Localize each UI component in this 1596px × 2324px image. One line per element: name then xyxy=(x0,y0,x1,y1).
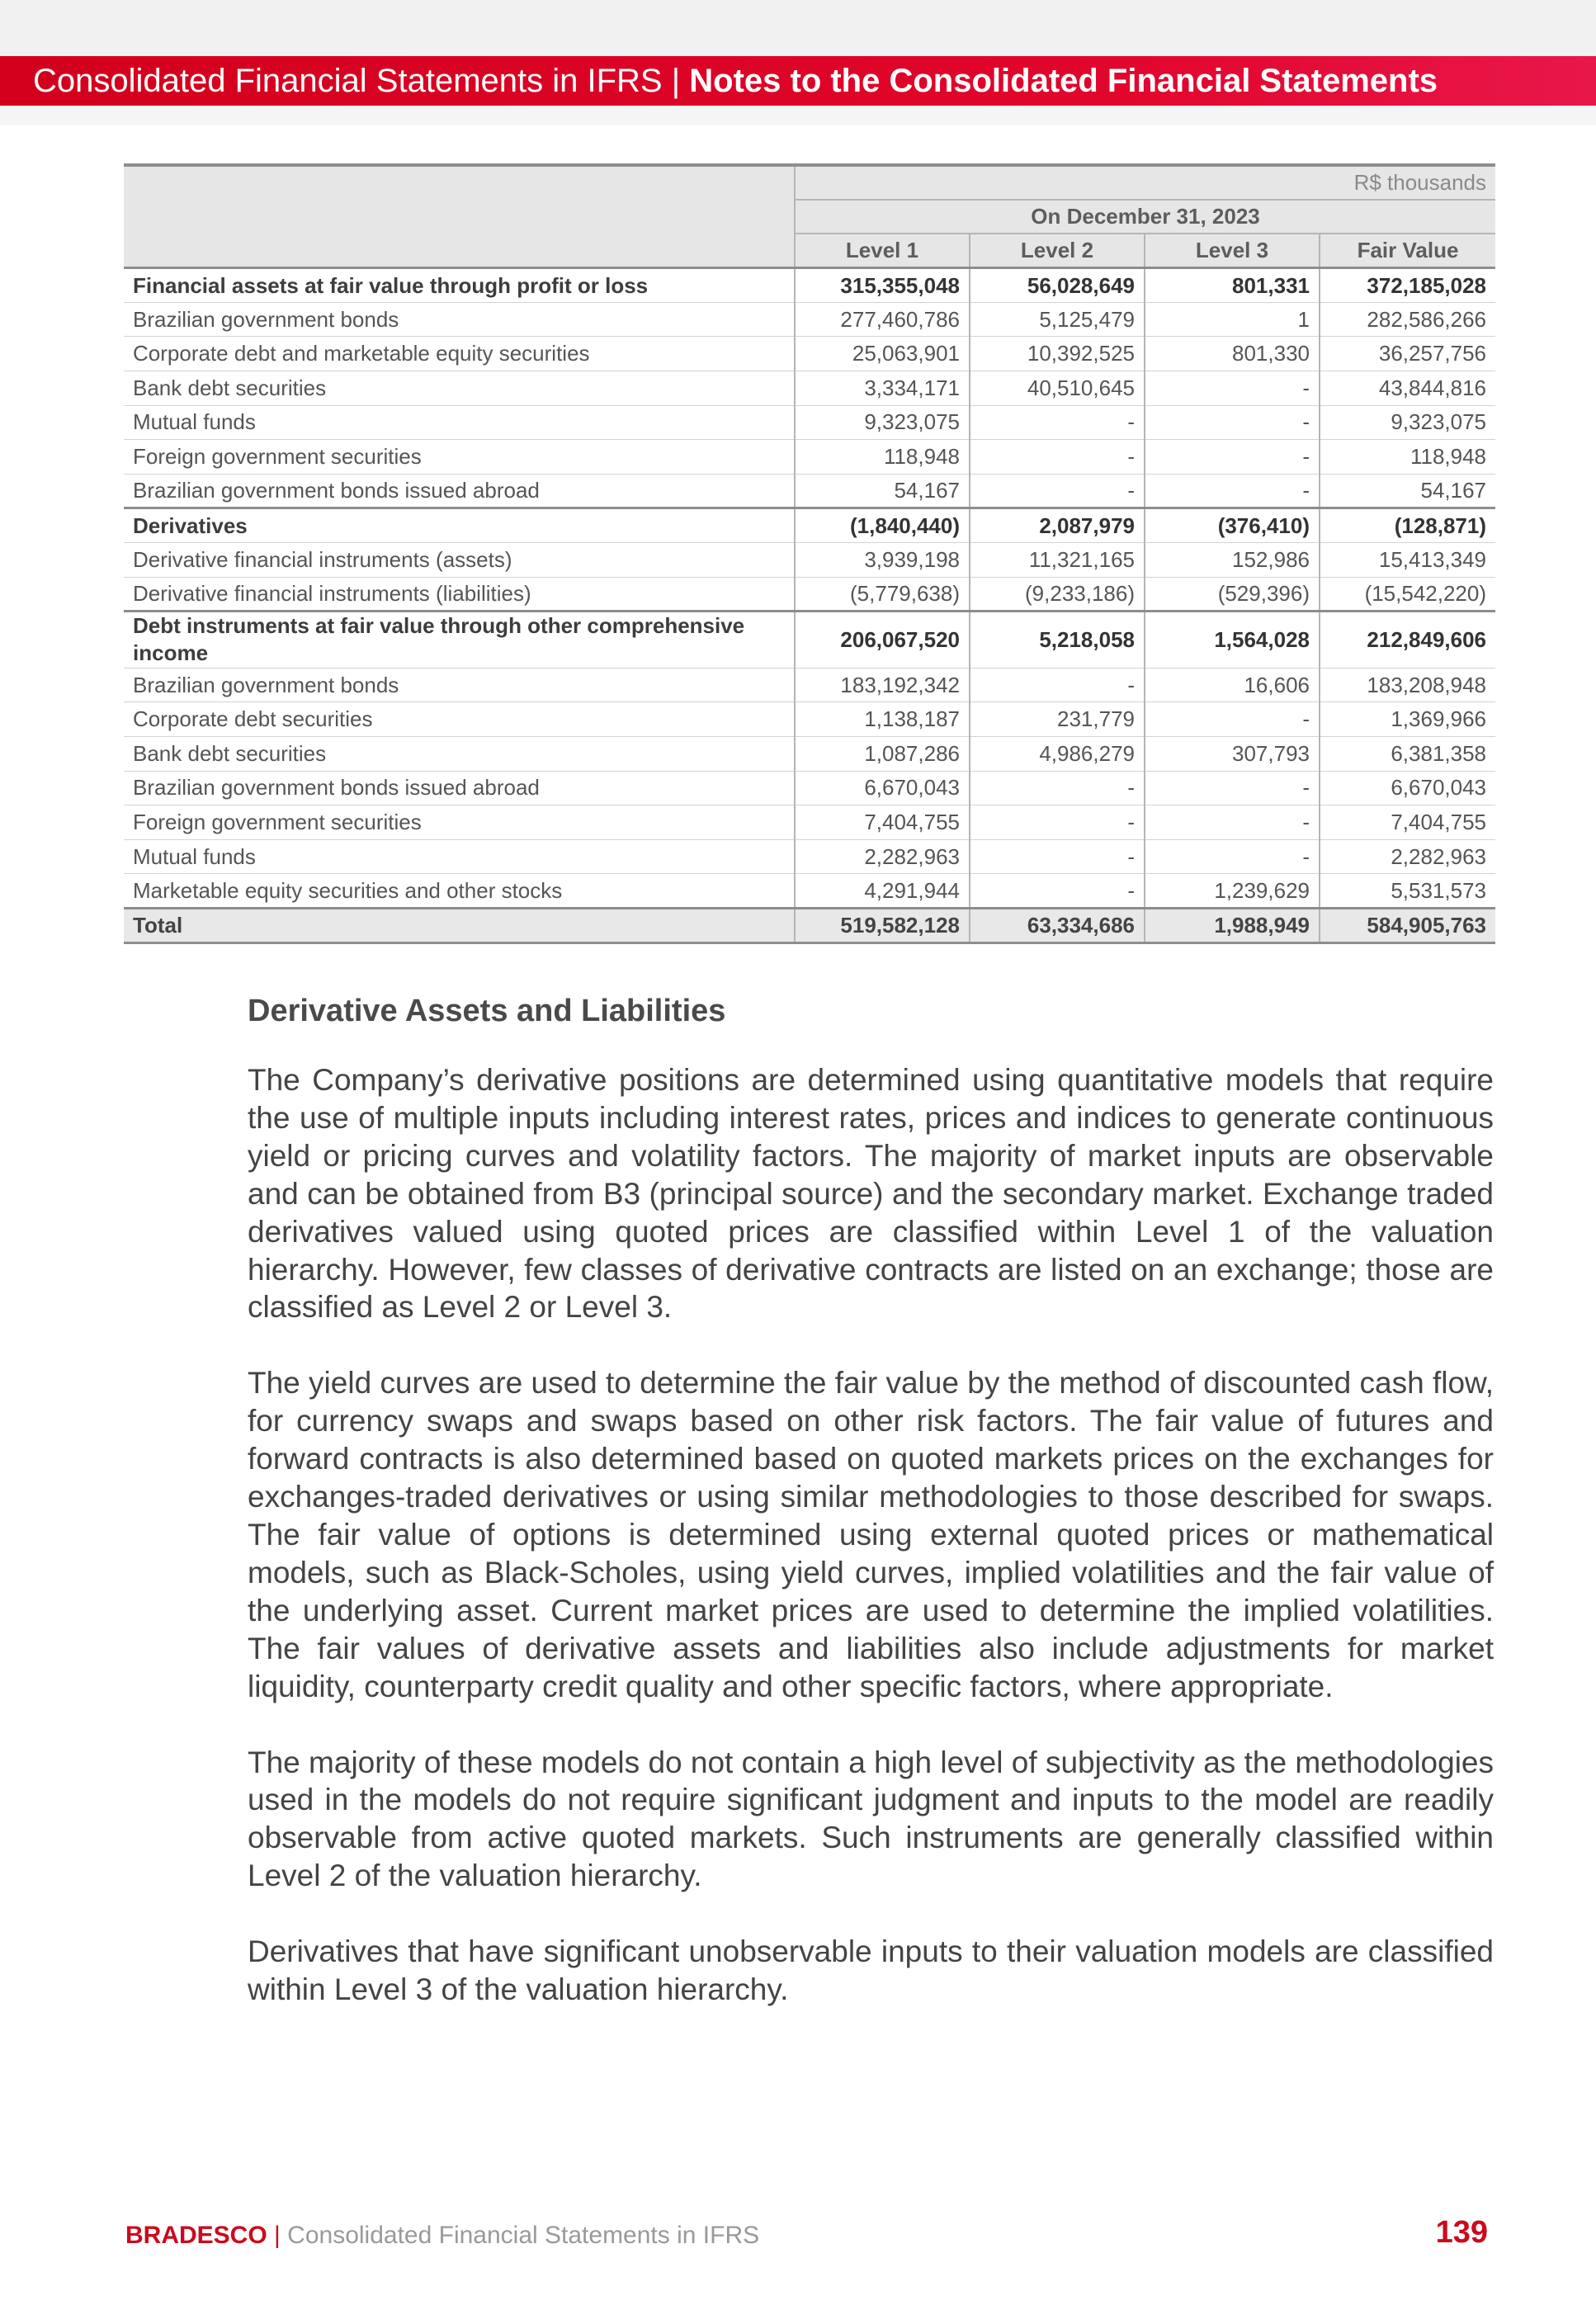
cell-value: (1,840,440) xyxy=(795,508,970,543)
cell-value: - xyxy=(970,440,1145,475)
header-row-unit xyxy=(124,165,1495,200)
row-label: Brazilian government bonds issued abroad xyxy=(124,474,795,508)
paragraph: The Company’s derivative positions are determined using quantitative models that require the use of multiple inputs including interest rates, prices and indices to generate continuous yield or pricing curves and volatility factors. The majority of market inputs are observable and can be obtained from B3 (principal source) and the secondary market. Exchange traded derivatives valued using quoted prices are classified within Level 1 of the valuation hierarchy. However, few classes of derivative contracts are listed on an exchange; those are classified as Level 2 or Level 3. xyxy=(248,1063,1494,1325)
cell-value: 16,606 xyxy=(1145,668,1320,702)
cell-value: (529,396) xyxy=(1145,577,1320,612)
paragraph: The yield curves are used to determine the fair value by the method of discounted cash flow, for currency swaps and swaps based on other risk factors. The fair value of futures and forward contracts is also determined based on quoted markets prices on the exchanges for exchanges-traded derivatives or using similar methodologies to those described for swaps. The fair value of options is determined using external quoted prices or mathematical models, such as Black-Scholes, using yield curves, implied volatilities and the fair value of the underlying asset. Current market prices are used to determine the implied volatilities. The fair values of derivative assets and liabilities also include adjustments for market liquidity, counterparty credit quality and other specific factors, where appropriate. xyxy=(248,1366,1494,1703)
cell-value: 9,323,075 xyxy=(1320,405,1495,440)
fair-value-table xyxy=(124,163,1495,944)
cell-value: 10,392,525 xyxy=(970,337,1145,371)
row-label: Derivatives xyxy=(124,508,795,543)
cell-value: 118,948 xyxy=(795,440,970,475)
cell-value: 5,125,479 xyxy=(970,302,1145,337)
page-header-banner xyxy=(0,56,1596,106)
footer-text: Consolidated Financial Statements in IFRS xyxy=(287,2222,760,2249)
table-row xyxy=(124,440,1495,475)
cell-value: 231,779 xyxy=(970,702,1145,737)
cell-value: (9,233,186) xyxy=(970,577,1145,612)
cell-value: 1,564,028 xyxy=(1145,612,1320,668)
cell-value: - xyxy=(970,771,1145,805)
cell-value: 1,239,629 xyxy=(1145,874,1320,909)
row-label: Brazilian government bonds xyxy=(124,302,795,337)
cell-value: - xyxy=(1145,371,1320,406)
cell-value: 15,413,349 xyxy=(1320,543,1495,578)
cell-value: 9,323,075 xyxy=(795,405,970,440)
row-label: Brazilian government bonds issued abroad xyxy=(124,771,795,805)
header-separator: | xyxy=(671,63,681,99)
cell-value: 4,291,944 xyxy=(795,874,970,909)
table-row xyxy=(124,543,1495,578)
cell-value: - xyxy=(1145,771,1320,805)
cell-value: - xyxy=(970,405,1145,440)
cell-value: 315,355,048 xyxy=(795,268,970,303)
table-row xyxy=(124,736,1495,771)
cell-value: 801,331 xyxy=(1145,268,1320,303)
table-row xyxy=(124,839,1495,874)
cell-value: 6,670,043 xyxy=(795,771,970,805)
footer-separator: | xyxy=(274,2222,281,2249)
table-row xyxy=(124,405,1495,440)
cell-value: (376,410) xyxy=(1145,508,1320,543)
header-shadow xyxy=(0,106,1596,125)
cell-value: 1,138,187 xyxy=(795,702,970,737)
table-row xyxy=(124,474,1495,508)
cell-value: 40,510,645 xyxy=(970,371,1145,406)
cell-value: 282,586,266 xyxy=(1320,302,1495,337)
cell-value: 277,460,786 xyxy=(795,302,970,337)
footer xyxy=(125,2222,759,2250)
cell-value: 3,939,198 xyxy=(795,543,970,578)
cell-value: (15,542,220) xyxy=(1320,577,1495,612)
row-label: Foreign government securities xyxy=(124,440,795,475)
table-row xyxy=(124,577,1495,612)
row-label: Debt instruments at fair value through other comprehensive income xyxy=(124,612,795,668)
cell-value: - xyxy=(970,839,1145,874)
paragraph: Derivatives that have significant unobservable inputs to their valuation models are classified within Level 3 of the valuation hierarchy. xyxy=(248,1934,1494,2007)
cell-value: 43,844,816 xyxy=(1320,371,1495,406)
cell-value: 56,028,649 xyxy=(970,268,1145,303)
derivatives-section xyxy=(248,985,1494,2009)
row-label: Foreign government securities xyxy=(124,805,795,840)
section-title: Derivative Assets and Liabilities xyxy=(248,994,726,1028)
cell-value: 183,192,342 xyxy=(795,668,970,702)
column-header: Level 3 xyxy=(1145,234,1320,268)
cell-value: - xyxy=(970,668,1145,702)
cell-value: 7,404,755 xyxy=(795,805,970,840)
date-header: On December 31, 2023 xyxy=(795,200,1495,234)
row-label: Bank debt securities xyxy=(124,736,795,771)
cell-value: 2,282,963 xyxy=(795,839,970,874)
cell-value: - xyxy=(970,474,1145,508)
cell-value: 11,321,165 xyxy=(970,543,1145,578)
column-header: Fair Value xyxy=(1320,234,1495,268)
total-row xyxy=(124,908,1495,942)
row-label: Corporate debt securities xyxy=(124,702,795,737)
cell-value: - xyxy=(970,805,1145,840)
page-number: 139 xyxy=(1435,2215,1488,2250)
table-row xyxy=(124,805,1495,840)
table-body xyxy=(124,165,1495,942)
cell-value: 183,208,948 xyxy=(1320,668,1495,702)
cell-value: 5,218,058 xyxy=(970,612,1145,668)
row-label: Total xyxy=(124,908,795,942)
cell-value: 2,087,979 xyxy=(970,508,1145,543)
table-row xyxy=(124,874,1495,909)
cell-value: 7,404,755 xyxy=(1320,805,1495,840)
cell-value: 212,849,606 xyxy=(1320,612,1495,668)
row-label: Marketable equity securities and other stocks xyxy=(124,874,795,909)
cell-value: 54,167 xyxy=(1320,474,1495,508)
column-header: Level 2 xyxy=(970,234,1145,268)
cell-value: 6,381,358 xyxy=(1320,736,1495,771)
row-label: Mutual funds xyxy=(124,839,795,874)
cell-value: 6,670,043 xyxy=(1320,771,1495,805)
cell-value: 1,087,286 xyxy=(795,736,970,771)
cell-value: (5,779,638) xyxy=(795,577,970,612)
cell-value: 4,986,279 xyxy=(970,736,1145,771)
paragraph: The majority of these models do not contain a high level of subjectivity as the methodologies used in the models do not require significant judgment and inputs to the model are readily observable from active quoted markets. Such instruments are generally classified within Level 2 of the valuation hierarchy. xyxy=(248,1745,1494,1893)
table-group-row xyxy=(124,612,1495,668)
cell-value: 36,257,756 xyxy=(1320,337,1495,371)
cell-value: 1,988,949 xyxy=(1145,908,1320,942)
cell-value: 206,067,520 xyxy=(795,612,970,668)
brand-logo-text: BRADESCO xyxy=(125,2222,267,2249)
table-group-row xyxy=(124,268,1495,303)
cell-value: 584,905,763 xyxy=(1320,908,1495,942)
cell-value: - xyxy=(1145,702,1320,737)
row-label: Corporate debt and marketable equity securities xyxy=(124,337,795,371)
row-label: Mutual funds xyxy=(124,405,795,440)
cell-value: 372,185,028 xyxy=(1320,268,1495,303)
table-row xyxy=(124,302,1495,337)
table-group-row xyxy=(124,508,1495,543)
header-title: Consolidated Financial Statements in IFRS xyxy=(33,63,663,99)
row-label: Bank debt securities xyxy=(124,371,795,406)
cell-value: - xyxy=(1145,405,1320,440)
table-row xyxy=(124,337,1495,371)
cell-value: 2,282,963 xyxy=(1320,839,1495,874)
cell-value: 3,334,171 xyxy=(795,371,970,406)
cell-value: 118,948 xyxy=(1320,440,1495,475)
table-row xyxy=(124,702,1495,737)
cell-value: 307,793 xyxy=(1145,736,1320,771)
row-label: Derivative financial instruments (liabilities) xyxy=(124,577,795,612)
cell-value: 519,582,128 xyxy=(795,908,970,942)
table-row xyxy=(124,668,1495,702)
cell-value: 54,167 xyxy=(795,474,970,508)
cell-value: 152,986 xyxy=(1145,543,1320,578)
top-strip xyxy=(0,0,1596,56)
cell-value: 1,369,966 xyxy=(1320,702,1495,737)
row-label: Brazilian government bonds xyxy=(124,668,795,702)
unit-label: R$ thousands xyxy=(795,165,1495,200)
header-section: Notes to the Consolidated Financial Statements xyxy=(689,63,1438,99)
table-row xyxy=(124,371,1495,406)
row-label: Financial assets at fair value through profit or loss xyxy=(124,268,795,303)
cell-value: - xyxy=(1145,440,1320,475)
cell-value: - xyxy=(1145,474,1320,508)
cell-value: 1 xyxy=(1145,302,1320,337)
cell-value: 5,531,573 xyxy=(1320,874,1495,909)
column-header: Level 1 xyxy=(795,234,970,268)
cell-value: - xyxy=(970,874,1145,909)
cell-value: (128,871) xyxy=(1320,508,1495,543)
row-label: Derivative financial instruments (assets) xyxy=(124,543,795,578)
header-blank-cell xyxy=(124,165,795,268)
cell-value: 63,334,686 xyxy=(970,908,1145,942)
cell-value: - xyxy=(1145,839,1320,874)
cell-value: 801,330 xyxy=(1145,337,1320,371)
cell-value: 25,063,901 xyxy=(795,337,970,371)
cell-value: - xyxy=(1145,805,1320,840)
table-row xyxy=(124,771,1495,805)
